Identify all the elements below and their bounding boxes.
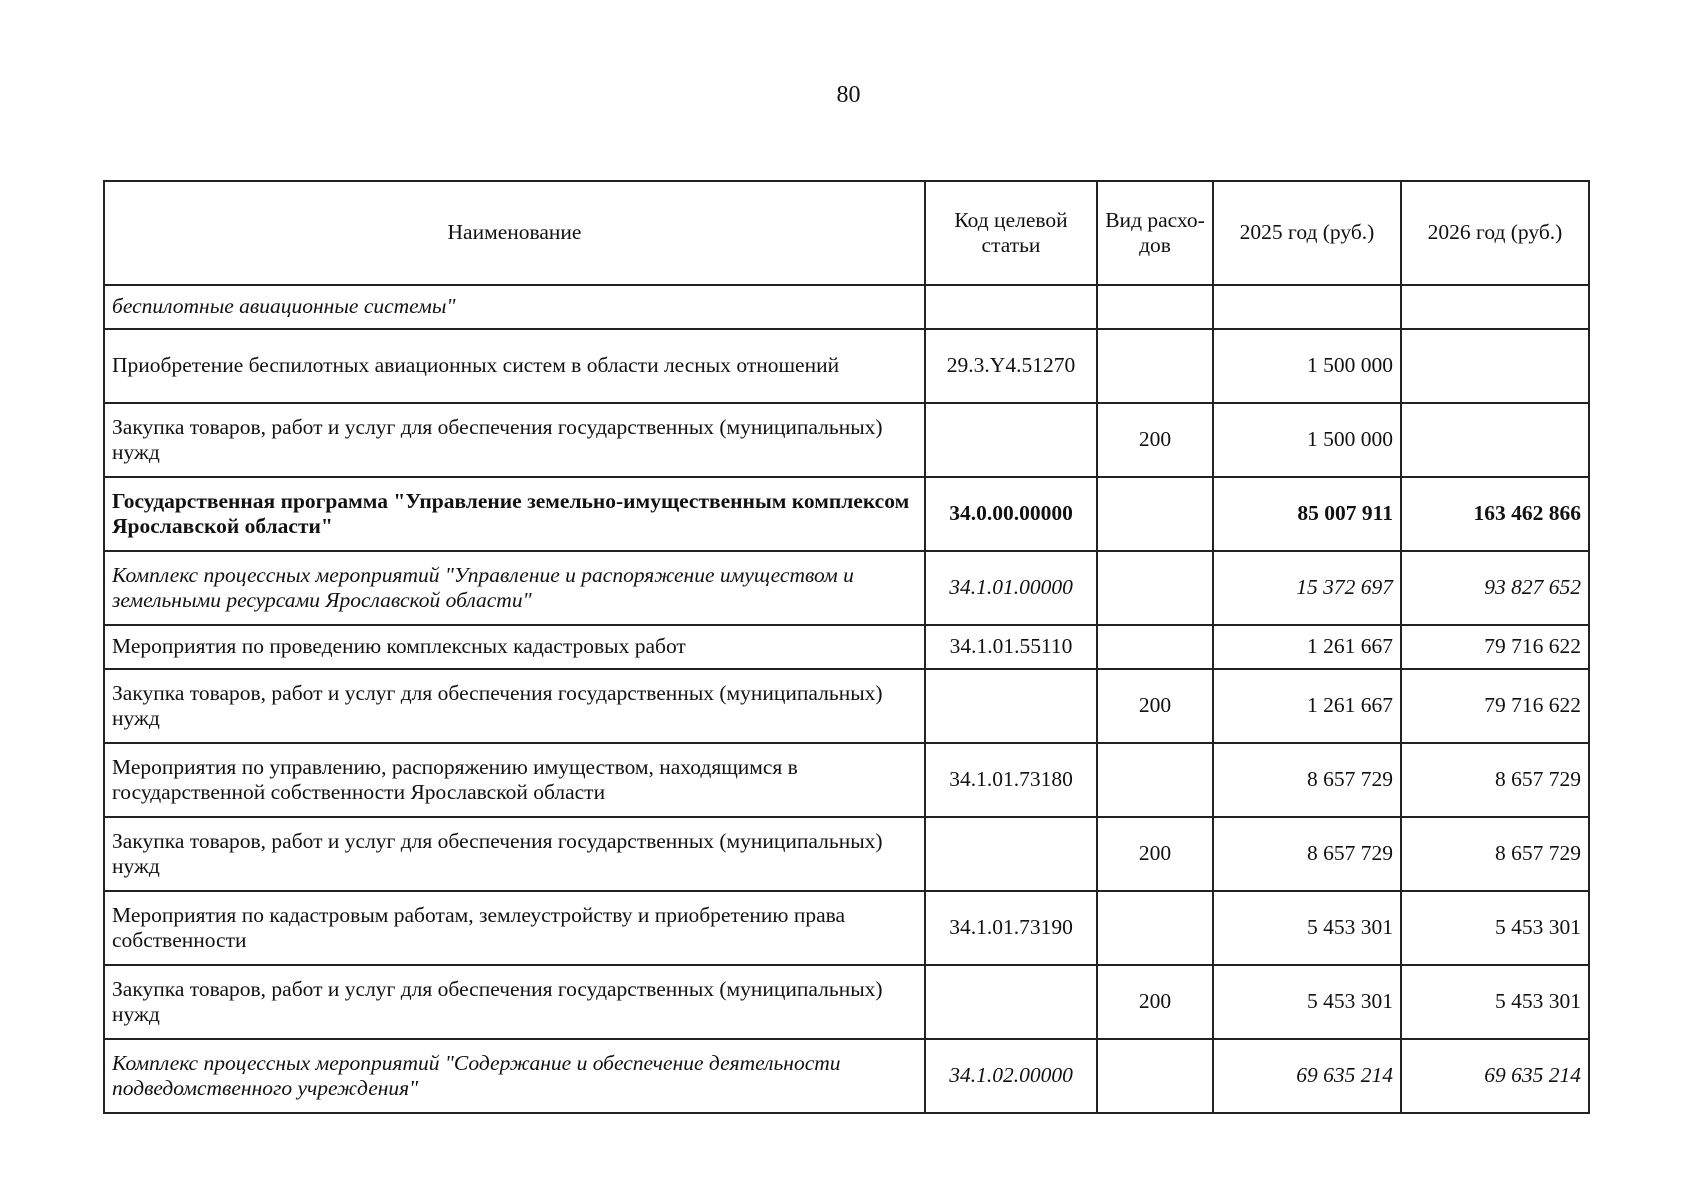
cell-code: 34.1.01.00000 — [925, 551, 1097, 625]
cell-code: 34.0.00.00000 — [925, 477, 1097, 551]
budget-table — [103, 180, 1590, 1114]
cell-2025: 5 453 301 — [1213, 891, 1401, 965]
cell-name: Комплекс процессных мероприятий "Содержание и обеспечение деятельности подведомственного учреждения" — [104, 1039, 925, 1113]
cell-2025: 1 261 667 — [1213, 669, 1401, 743]
cell-2026: 163 462 866 — [1401, 477, 1589, 551]
cell-vid — [1097, 551, 1213, 625]
cell-code — [925, 403, 1097, 477]
cell-name: Приобретение беспилотных авиационных систем в области лесных отношений — [104, 329, 925, 403]
table-row — [104, 285, 1589, 329]
table-row — [104, 669, 1589, 743]
cell-code: 34.1.01.55110 — [925, 625, 1097, 669]
cell-2025 — [1213, 285, 1401, 329]
table-row — [104, 329, 1589, 403]
cell-name: Закупка товаров, работ и услуг для обеспечения государственных (муниципальных) нужд — [104, 965, 925, 1039]
cell-2025: 1 500 000 — [1213, 329, 1401, 403]
cell-2025: 8 657 729 — [1213, 743, 1401, 817]
cell-2026 — [1401, 403, 1589, 477]
cell-vid: 200 — [1097, 965, 1213, 1039]
table-row — [104, 477, 1589, 551]
table-row — [104, 625, 1589, 669]
cell-2026: 8 657 729 — [1401, 743, 1589, 817]
cell-name: Закупка товаров, работ и услуг для обеспечения государственных (муниципальных) нужд — [104, 403, 925, 477]
cell-name: Закупка товаров, работ и услуг для обеспечения государственных (муниципальных) нужд — [104, 669, 925, 743]
page-number: 80 — [836, 82, 861, 108]
table-row — [104, 403, 1589, 477]
table-header-row — [104, 181, 1589, 285]
cell-name: Мероприятия по управлению, распоряжению имуществом, находящимся в государственной собственности Ярославской области — [104, 743, 925, 817]
header-name: Наименование — [104, 181, 925, 285]
cell-2025: 69 635 214 — [1213, 1039, 1401, 1113]
cell-vid: 200 — [1097, 817, 1213, 891]
cell-code: 34.1.01.73180 — [925, 743, 1097, 817]
cell-2026: 79 716 622 — [1401, 669, 1589, 743]
cell-2026: 93 827 652 — [1401, 551, 1589, 625]
cell-name: Мероприятия по кадастровым работам, землеустройству и приобретению права собственности — [104, 891, 925, 965]
header-2026: 2026 год (руб.) — [1401, 181, 1589, 285]
cell-vid — [1097, 743, 1213, 817]
cell-vid: 200 — [1097, 669, 1213, 743]
header-vid: Вид расхо- дов — [1097, 181, 1213, 285]
cell-vid — [1097, 891, 1213, 965]
cell-name: Государственная программа "Управление земельно-имущественным комплексом Ярославской области" — [104, 477, 925, 551]
cell-2025: 1 261 667 — [1213, 625, 1401, 669]
cell-2026 — [1401, 285, 1589, 329]
cell-name: Мероприятия по проведению комплексных кадастровых работ — [104, 625, 925, 669]
cell-code — [925, 285, 1097, 329]
cell-vid — [1097, 329, 1213, 403]
table-row — [104, 817, 1589, 891]
cell-2025: 1 500 000 — [1213, 403, 1401, 477]
cell-2025: 15 372 697 — [1213, 551, 1401, 625]
cell-2026: 8 657 729 — [1401, 817, 1589, 891]
header-2025: 2025 год (руб.) — [1213, 181, 1401, 285]
cell-code — [925, 965, 1097, 1039]
cell-code: 34.1.02.00000 — [925, 1039, 1097, 1113]
cell-2026: 79 716 622 — [1401, 625, 1589, 669]
table-row — [104, 965, 1589, 1039]
cell-vid: 200 — [1097, 403, 1213, 477]
cell-2025: 85 007 911 — [1213, 477, 1401, 551]
cell-code — [925, 669, 1097, 743]
cell-vid — [1097, 285, 1213, 329]
cell-code: 29.3.Y4.51270 — [925, 329, 1097, 403]
header-code: Код целевой статьи — [925, 181, 1097, 285]
cell-2026: 5 453 301 — [1401, 891, 1589, 965]
cell-vid — [1097, 477, 1213, 551]
cell-vid — [1097, 1039, 1213, 1113]
table-row — [104, 1039, 1589, 1113]
cell-name: беспилотные авиационные системы" — [104, 285, 925, 329]
cell-2026: 5 453 301 — [1401, 965, 1589, 1039]
cell-name: Комплекс процессных мероприятий "Управление и распоряжение имуществом и земельными ресурсами Ярославской области" — [104, 551, 925, 625]
cell-2025: 5 453 301 — [1213, 965, 1401, 1039]
cell-2026 — [1401, 329, 1589, 403]
table-row — [104, 551, 1589, 625]
table-row — [104, 743, 1589, 817]
cell-vid — [1097, 625, 1213, 669]
cell-code — [925, 817, 1097, 891]
cell-2026: 69 635 214 — [1401, 1039, 1589, 1113]
cell-name: Закупка товаров, работ и услуг для обеспечения государственных (муниципальных) нужд — [104, 817, 925, 891]
cell-code: 34.1.01.73190 — [925, 891, 1097, 965]
cell-2025: 8 657 729 — [1213, 817, 1401, 891]
table-row — [104, 891, 1589, 965]
